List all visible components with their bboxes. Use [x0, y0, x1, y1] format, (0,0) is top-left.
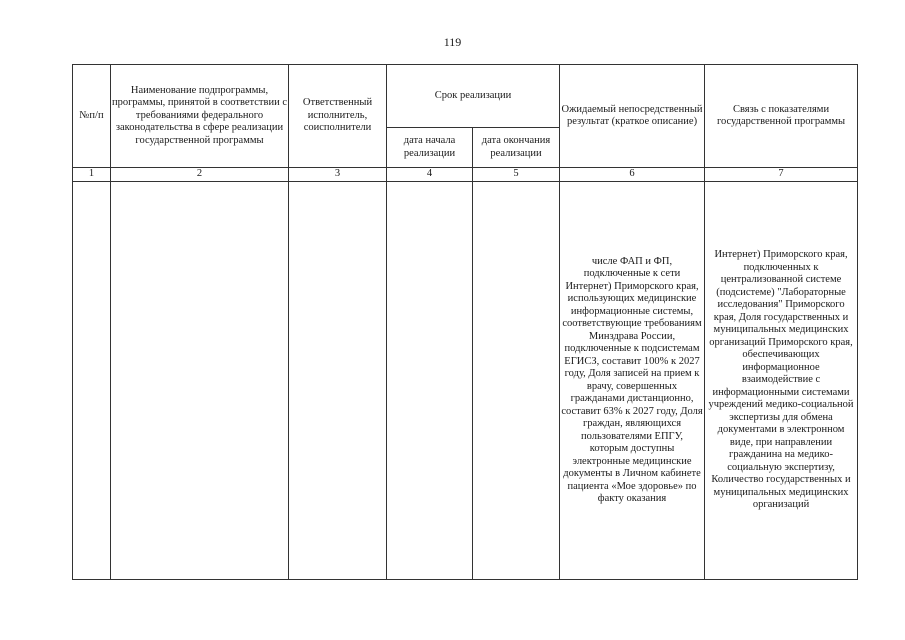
cell-subprogram-name: [111, 182, 289, 580]
header-end-date: дата окончания реализации: [473, 128, 560, 168]
cell-indicator-link: [705, 182, 858, 580]
cell-number: [73, 182, 111, 580]
program-table: [72, 64, 858, 580]
column-number: 7: [705, 168, 858, 182]
header-row-1: [73, 65, 858, 128]
column-number: 6: [560, 168, 705, 182]
header-indicator-link: Связь с показателями государственной программы: [705, 65, 858, 168]
column-number: 5: [473, 168, 560, 182]
cell-indicator-link-text: Интернет) Приморского края, подключенных к централизованной системе (подсистеме) "Лабораторные исследования" Приморского края, Доля государственных и муниципальных медицинских организаций Приморского края, обеспечивающих информационное взаимодействие с информационными системами учреждений медико-социальной экспертизы для обмена документами в электронном виде, при направлении гражданина на медико-социальную экспертизу, Количество государственных и муниципальных медицинских организаций: [708, 249, 854, 511]
cell-end-date: [473, 182, 560, 580]
column-number: 3: [289, 168, 387, 182]
header-responsible: Ответственный исполнитель, соисполнители: [289, 65, 387, 168]
column-number: 2: [111, 168, 289, 182]
page-number: 119: [443, 35, 462, 49]
column-number: 4: [387, 168, 473, 182]
header-implementation-period: Срок реализации: [387, 65, 560, 128]
header-expected-result: Ожидаемый непосредственный результат (краткое описание): [560, 65, 705, 168]
header-number: №п/п: [73, 65, 111, 168]
column-number-row: [73, 168, 858, 182]
column-number: 1: [73, 168, 111, 182]
cell-expected-result: [560, 182, 705, 580]
table-row: [73, 182, 858, 580]
cell-responsible: [289, 182, 387, 580]
cell-expected-result-text: числе ФАП и ФП, подключенные к сети Интернет) Приморского края, использующих медицинские информационные системы, соответствующие требованиям Минздрава России, подключенные к подсистемам ЕГИСЗ, составит 100% к 2027 году, Доля записей на прием к врачу, совершенных гражданами дистанционно, составит 63% к 2027 году, Доля граждан, являющихся пользователями ЕПГУ, которым доступны электронные медицинские документы в Личном кабинете пациента «Мое здоровье» по факту оказания: [561, 255, 703, 504]
header-subprogram-name: Наименование подпрограммы, программы, принятой в соответствии с требованиями федерального законодательства в сфере реализации государственной программы: [111, 65, 289, 168]
cell-start-date: [387, 182, 473, 580]
header-start-date: дата начала реализации: [387, 128, 473, 168]
